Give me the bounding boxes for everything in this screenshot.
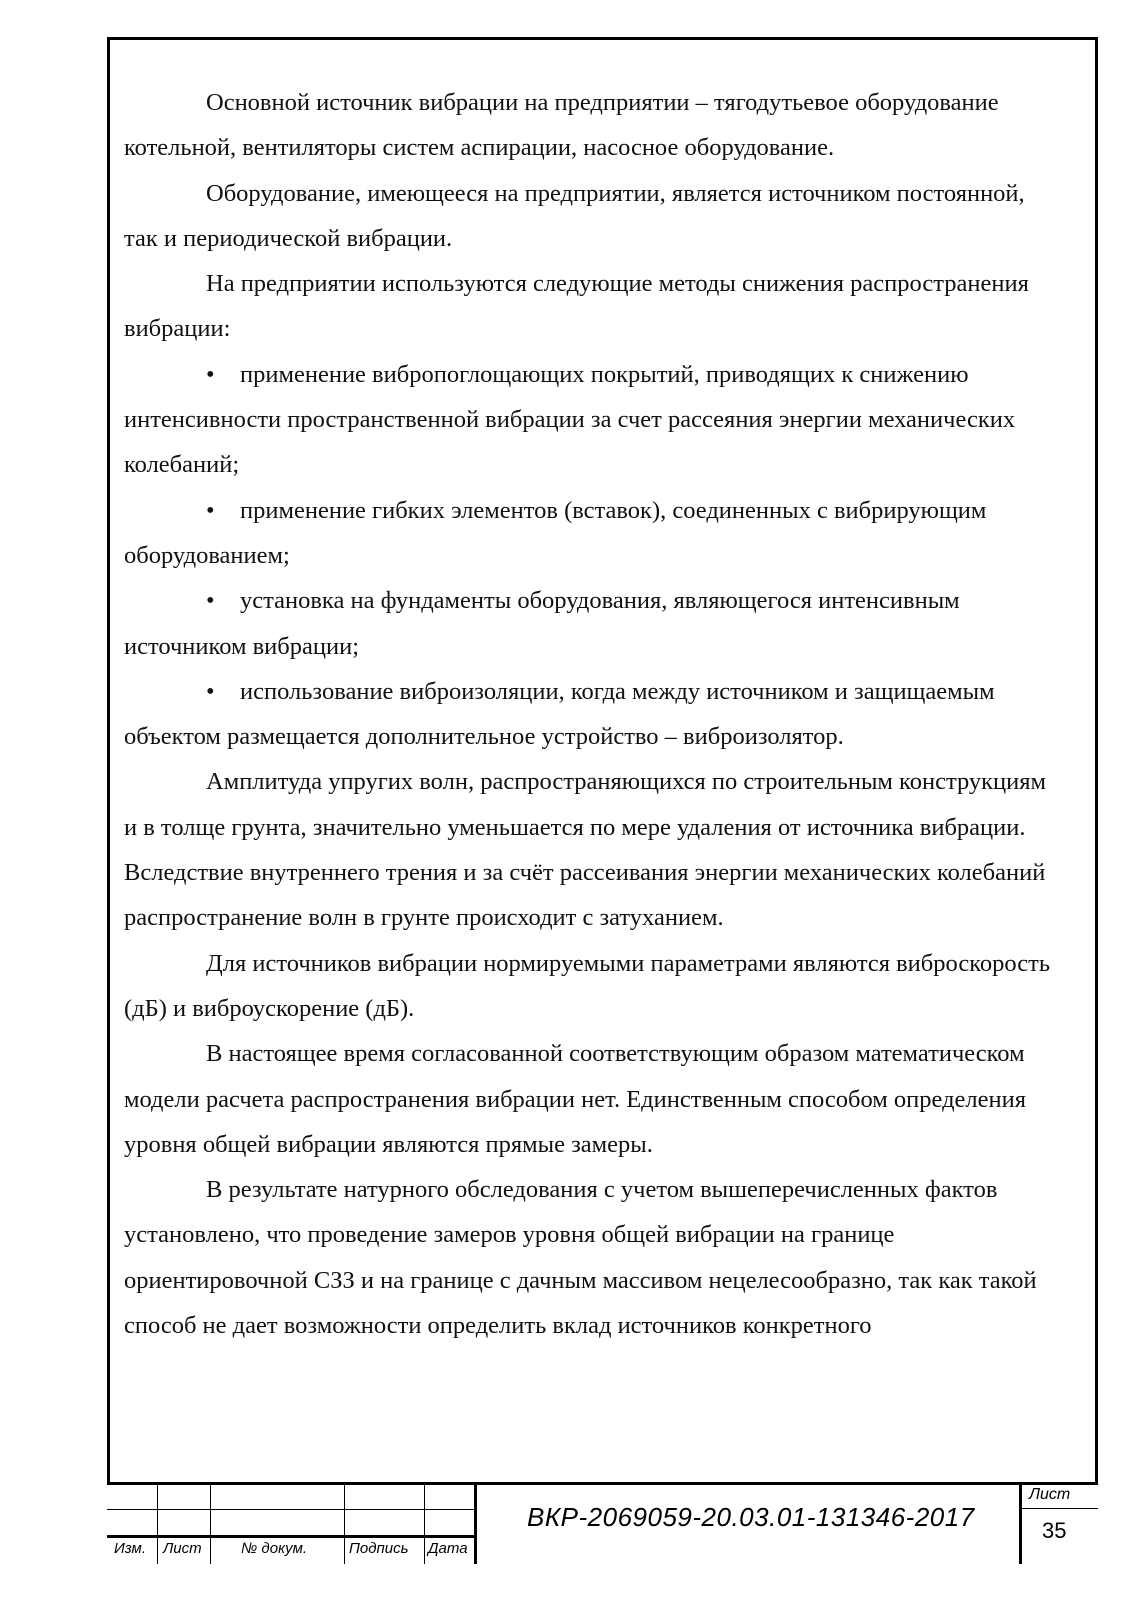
paragraph: Оборудование, имеющееся на предприятии, является источником постоянной, так и периодической вибрации.: [124, 179, 1025, 252]
sheet-number: 35: [1042, 1518, 1067, 1543]
bullet-item: [124, 669, 1064, 760]
bullet-text: установка на фундаменты оборудования, являющегося интенсивным источником вибрации;: [124, 587, 960, 660]
sheet-label: Лист: [1029, 1486, 1071, 1503]
caption-signature: Подпись: [349, 1540, 409, 1557]
document-number: ВКР-2069059-20.03.01-131346-2017: [527, 1502, 975, 1532]
bullet-text: применение вибропоглощающих покрытий, приводящих к снижению интенсивности пространственной вибрации за счет рассеяния энергии механических колебаний;: [124, 360, 1016, 479]
bullet-icon: •: [206, 587, 215, 615]
paragraph: Амплитуда упругих волн, распространяющихся по строительным конструкциям и в толще грунта, значительно уменьшается по мере удаления от источника вибрации. Вследствие внутреннего трения и за счёт рассеивания энергии механических колебаний распространение волн в грунте происходит с затуханием.: [124, 768, 1047, 932]
bullet-icon: •: [206, 360, 215, 388]
paragraph: В настоящее время согласованной соответствующим образом математическом модели расчета распространения вибрации нет. Единственным способом определения уровня общей вибрации являются прямые замеры.: [124, 1040, 1027, 1158]
bullet-item: [124, 578, 1064, 669]
paragraph: Для источников вибрации нормируемыми параметрами являются виброскорость (дБ) и виброускорение (дБ).: [124, 949, 1051, 1022]
caption-date: Дата: [428, 1540, 468, 1557]
grid-line: [1019, 1508, 1098, 1509]
paragraph: В результате натурного обследования с учетом вышеперечисленных фактов установлено, что проведение замеров уровня общей вибрации на границе ориентировочной СЗЗ и на границе с дачным массивом нецелесообразно, так как такой способ не дает возможности определить вклад источников конкретного: [124, 1176, 1037, 1340]
paragraph: Основной источник вибрации на предприятии – тягодутьевое оборудование котельной, вентиляторы систем аспирации, насосное оборудование.: [124, 89, 999, 162]
grid-line: [1019, 1482, 1022, 1564]
bullet-icon: •: [206, 496, 215, 524]
document-body: [124, 80, 1064, 1348]
grid-line: [157, 1482, 158, 1564]
grid-line: [424, 1482, 425, 1564]
grid-line: [474, 1482, 477, 1564]
bullet-text: использование виброизоляции, когда между источником и защищаемым объектом размещается дополнительное устройство – виброизолятор.: [124, 677, 995, 751]
bullet-text: применение гибких элементов (вставок), соединенных с вибрирующим оборудованием;: [124, 496, 987, 569]
caption-sheet: Лист: [163, 1540, 202, 1557]
grid-line: [344, 1482, 345, 1564]
title-block: [107, 1482, 1098, 1564]
grid-line: [107, 1509, 474, 1510]
title-block-border: [107, 1482, 1098, 1485]
bullet-item: [124, 352, 1064, 488]
bullet-icon: •: [206, 677, 215, 705]
grid-line: [107, 1535, 474, 1538]
caption-doc-number: № докум.: [241, 1540, 308, 1557]
bullet-item: [124, 488, 1064, 579]
paragraph: На предприятии используются следующие методы снижения распространения вибрации:: [124, 270, 1029, 343]
caption-change: Изм.: [114, 1540, 146, 1557]
grid-line: [210, 1482, 211, 1564]
